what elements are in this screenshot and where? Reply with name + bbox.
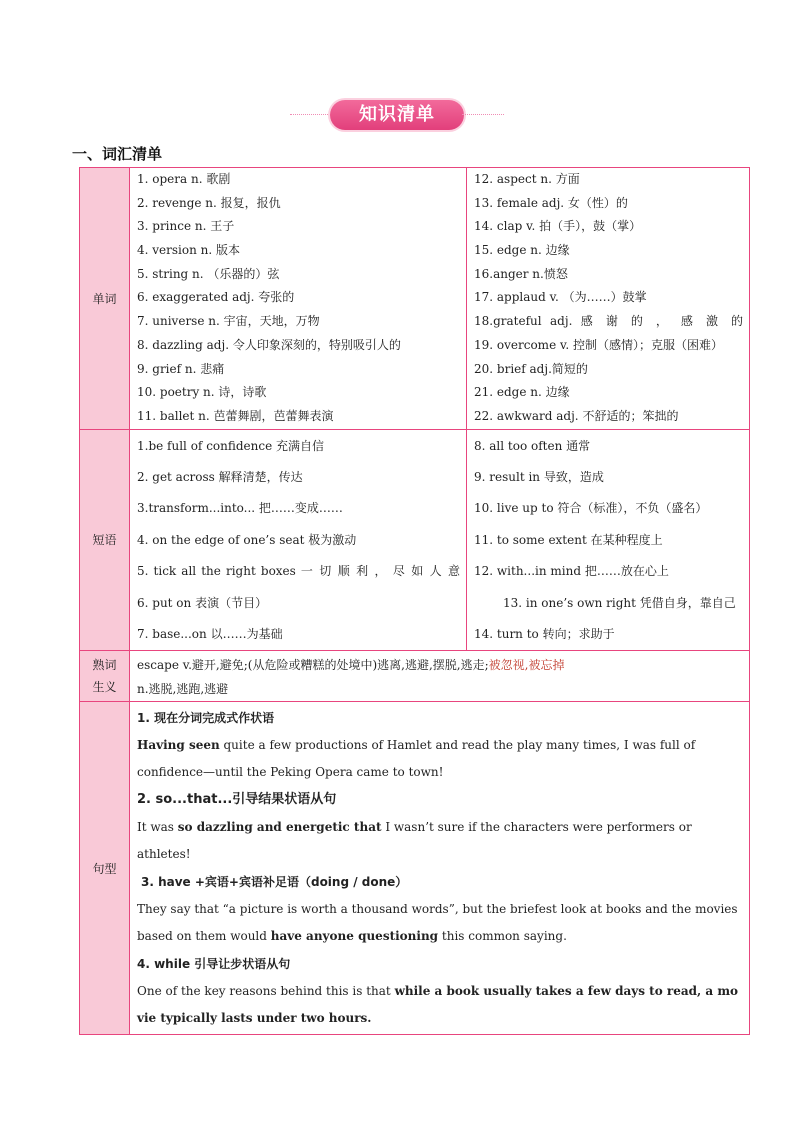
list-item: 8. all too often 通常 — [474, 438, 591, 453]
banner-dotted-line-right — [462, 114, 504, 115]
words-row — [80, 168, 750, 430]
sentence-example-1: Having seen quite a few productions of Hamlet and read the play many times, I was full of confidence—until the Peking Opera came to town! — [137, 738, 696, 780]
list-item: 11. ballet n. 芭蕾舞剧，芭蕾舞表演 — [137, 408, 334, 423]
list-item: 4. version n. 版本 — [137, 243, 241, 258]
list-item: 1. opera n. 歌剧 — [137, 172, 231, 186]
section-title: 一、词汇清单 — [72, 145, 163, 163]
list-item: 3. prince n. 王子 — [137, 219, 235, 234]
list-item: 20. brief adj.简短的 — [474, 361, 588, 376]
sentences-cell — [130, 702, 750, 1035]
phrases-right-cell — [467, 429, 750, 651]
list-item: 21. edge n. 边缘 — [474, 385, 570, 400]
list-item: 7. base...on 以……为基础 — [137, 626, 283, 641]
list-item: 2. get across 解释清楚，传达 — [137, 469, 303, 484]
list-item: 13. female adj. 女（性）的 — [474, 195, 628, 210]
list-item: 12. with...in mind 把……放在心上 — [474, 564, 669, 579]
list-item: 9. result in 导致，造成 — [474, 469, 604, 484]
phrases-row — [80, 429, 750, 651]
list-item: 1.be full of confidence 充满自信 — [137, 438, 325, 453]
list-item: 14. turn to 转向；求助于 — [474, 626, 615, 641]
list-item: 16.anger n.愤怒 — [474, 266, 568, 281]
list-item: 10. live up to 符合（标准），不负（盛名） — [474, 501, 708, 516]
banner-dotted-line-left — [290, 114, 332, 115]
sentence-example-3: They say that “a picture is worth a thousand words”, but the briefest look at books and the movies based on them would have anyone questioning this common saying. — [137, 902, 738, 944]
list-item: 7. universe n. 宇宙，天地，万物 — [137, 314, 320, 329]
list-item: 13. in one’s own right 凭借自身，靠自己 — [503, 595, 736, 610]
list-item: 22. awkward adj. 不舒适的；笨拙的 — [474, 408, 679, 423]
sentence-heading-2: 2. so...that...引导结果状语从句 — [137, 792, 337, 808]
header-banner — [0, 100, 794, 130]
sentence-heading-4: 4. while 引导让步状语从句 — [137, 957, 291, 972]
list-item: 4. on the edge of one’s seat 极为激动 — [137, 532, 357, 547]
shuci-line-2: n.逃脱,逃跑,逃避 — [137, 682, 229, 697]
list-item: 2. revenge n. 报复，报仇 — [137, 195, 281, 210]
shuci-text: escape v.避开,避免;(从危险或糟糕的处境中)逃离,逃避,摆脱,逃走; — [137, 658, 489, 673]
list-item: 6. exaggerated adj. 夸张的 — [137, 290, 295, 305]
sentence-heading-1: 1. 现在分词完成式作状语 — [137, 711, 275, 726]
shuci-line-1 — [137, 653, 743, 677]
list-item: 5. string n. （乐器的）弦 — [137, 266, 280, 281]
label-words: 单词 — [80, 168, 130, 430]
label-sentences: 句型 — [80, 702, 130, 1035]
shuci-cell — [130, 651, 750, 702]
list-item: 10. poetry n. 诗，诗歌 — [137, 385, 267, 400]
list-item: 12. aspect n. 方面 — [474, 172, 580, 186]
knowledge-table — [79, 167, 750, 1035]
phrases-left-cell — [130, 429, 467, 651]
shuci-red-text: 被忽视,被忘掉 — [488, 658, 565, 673]
label-shuci-text: 熟词生义 — [92, 658, 117, 695]
label-shuci — [80, 651, 130, 702]
list-item: 15. edge n. 边缘 — [474, 243, 570, 258]
list-item: 14. clap v. 拍（手），鼓（掌） — [474, 219, 642, 234]
list-item: 19. overcome v. 控制（感情）；克服（困难） — [474, 337, 723, 352]
list-item: 5. tick all the right boxes 一 切 顺 利 ， 尽 如 人 意 — [137, 564, 460, 579]
shuci-row — [80, 651, 750, 702]
sentence-example-4: One of the key reasons behind this is that while a book usually takes a few days to read, a movie typically lasts under two hours. — [137, 984, 739, 1026]
list-item: 18.grateful adj. 感 谢 的 ， 感 激 的 — [474, 314, 743, 329]
list-item: 17. applaud v. （为……）鼓掌 — [474, 290, 647, 305]
list-item: 6. put on 表演（节目） — [137, 595, 268, 610]
list-item: 3.transform...into... 把……变成…… — [137, 501, 343, 516]
words-right-cell — [467, 168, 750, 430]
label-phrases: 短语 — [80, 429, 130, 651]
list-item: 9. grief n. 悲痛 — [137, 361, 225, 376]
sentences-row — [80, 702, 750, 1035]
sentence-heading-3: 3. have +宾语+宾语补足语（doing / done） — [141, 875, 408, 890]
banner-title: 知识清单 — [330, 100, 464, 130]
sentence-example-2: It was so dazzling and energetic that I wasn’t sure if the characters were performers or athletes! — [137, 820, 692, 862]
list-item: 11. to some extent 在某种程度上 — [474, 532, 663, 547]
words-left-cell — [130, 168, 467, 430]
list-item: 8. dazzling adj. 令人印象深刻的，特别吸引人的 — [137, 337, 401, 352]
